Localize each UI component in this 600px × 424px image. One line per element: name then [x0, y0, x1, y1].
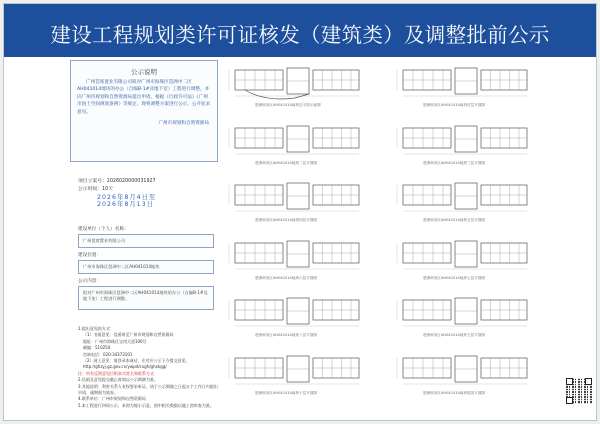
notice-box [70, 60, 218, 162]
floor-plan-graphic [393, 292, 535, 332]
drawing-caption: 琶洲商务区AH041014地块首层平面图 [423, 103, 486, 107]
instruction-line: 4.联系单位：广州市规划和自然资源局 [78, 396, 146, 402]
instruction-line: 1.提出意见的方式： [78, 326, 114, 331]
project-number: 项目立案号：2026020000031927 [78, 179, 156, 184]
notice-org: 广州市规划和自然资源局 [158, 121, 209, 127]
floor-plan-drawing[interactable] [225, 350, 367, 400]
floor-plan-drawing[interactable] [393, 292, 535, 342]
floor-plan-graphic [393, 177, 535, 217]
publicity-period: 公示时间：10天 [78, 187, 113, 192]
floor-plan-graphic [225, 292, 367, 332]
page-title: 建设工程规划类许可证核发（建筑类）及调整批前公示 [50, 23, 550, 47]
notice-paragraph: 广州琶席置业有限公司拟对广州市海珠区琶洲中二区AH041014地块的办公（自编B-1#及地下室）工程进行调整，并向广州市规划和自然资源局提出申请。根据《行政许可法》《广州市国土空间规划条例》等规定，现将调整方案进行公示，公开征求意见。 [77, 80, 211, 115]
floor-plan-drawing[interactable] [225, 120, 367, 170]
notice-column [70, 60, 218, 416]
instruction-line: 咨询电话：020-34373101 [83, 351, 133, 357]
content-value: 拟对广州市海珠区琶洲中二区AH041014地块的办公（自编B-1#及地下室）工程进行调整。 [83, 290, 208, 301]
instruction-line: 5.本工程进行四周公示，本图为缩小示意，图中相关数据以施工图审查为准。 [78, 402, 214, 408]
drawing-caption: 琶洲商务区AH041014地块二层平面图 [255, 160, 318, 165]
drawing-caption: 琶洲商务区AH041014地块四层平面图 [255, 218, 318, 222]
warning-note: 注：所有反馈意见应附真实姓名和联系方式 [78, 370, 154, 376]
floor-plan-graphic [225, 235, 367, 275]
applicant-label: 建设单位（个人）名称： [78, 227, 129, 232]
floor-plan-graphic [225, 62, 367, 102]
date-to: 2026年8月13日 [97, 201, 154, 208]
content-field [78, 286, 214, 310]
floor-plan-drawing[interactable] [393, 62, 535, 112]
floor-plan-graphic [225, 350, 367, 390]
website-link[interactable]: http://ghzyj.gz.gov.cn/ywpd/cxgh/ghxkgg/ [83, 364, 167, 370]
floor-plan-graphic [393, 120, 535, 160]
floor-plan-graphic [393, 350, 535, 390]
drawing-caption: 琶洲商务区AH041014地块九层平面图 [423, 333, 486, 337]
drawings-grid [225, 62, 561, 408]
instruction-line: 3.其他说明：利害关系人有权要求听证，请于公示期满之日起五个工作日内提出申请，逾期视为放弃。 [78, 383, 218, 396]
instruction-line: 邮编：510250 [83, 345, 111, 351]
drawing-caption: 琶洲商务区AH041014地块七层平面图 [423, 275, 486, 280]
floor-plan-drawing[interactable] [225, 292, 367, 342]
floor-plan-graphic [225, 120, 367, 160]
floor-plan-drawing[interactable] [225, 177, 367, 227]
drawing-caption: 琶洲商务区AH041014地块三层平面图 [423, 160, 486, 165]
floor-plan-drawing[interactable] [393, 235, 535, 285]
floor-plan-drawing[interactable] [393, 177, 535, 227]
project-meta [78, 178, 156, 208]
instruction-line: （2）网上意见：请登录本网站，在对应公示下方提交意见。 [83, 358, 190, 364]
floor-plan-graphic [393, 62, 535, 102]
title-banner [4, 4, 596, 57]
floor-plan-drawing[interactable] [393, 350, 535, 400]
location-value: 广州市海珠区琶洲中二区AH041014地块 [83, 264, 160, 269]
drawing-caption: 琶洲商务区AH041014地块屋顶平面图 [423, 390, 486, 395]
instruction-line: （1）书面意见：信函寄至广州市规划和自然资源局 [83, 332, 174, 338]
floor-plan-drawing[interactable] [393, 120, 535, 170]
drawing-caption: 琶洲商务区AH041014地块五层平面图 [423, 218, 486, 222]
date-from: 2026年8月4日至 [97, 194, 157, 201]
floor-plan-drawing[interactable] [225, 62, 367, 112]
qr-finder [566, 397, 573, 404]
qr-finder [566, 378, 573, 385]
floor-plan-graphic [225, 177, 367, 217]
drawing-caption: 琶洲商务区AH041014地块总平面示意图 [255, 103, 321, 107]
applicant-value: 广州琶席置业有限公司 [83, 238, 125, 243]
instruction-line: 地址：广州市海珠区宝岗大道106号 [83, 338, 147, 344]
notice-heading: 公示说明 [131, 68, 157, 76]
location-label: 建设位置： [78, 253, 101, 258]
qr-finder [585, 378, 592, 385]
instructions [78, 326, 218, 409]
floor-plan-graphic [393, 235, 535, 275]
drawing-caption: 琶洲商务区AH041014地块八层平面图 [255, 333, 318, 337]
content-label: 公示内容： [78, 279, 101, 284]
drawing-caption: 琶洲商务区AH041014地块十层平面图 [255, 390, 318, 395]
drawing-caption: 琶洲商务区AH041014地块六层平面图 [255, 275, 318, 280]
floor-plan-drawing[interactable] [225, 235, 367, 285]
location-field [78, 260, 214, 274]
applicant-field [78, 234, 214, 248]
instruction-line: 2.信函及意见提交截止时间以公示期满为准。 [78, 377, 158, 383]
publicity-dates [78, 194, 156, 208]
